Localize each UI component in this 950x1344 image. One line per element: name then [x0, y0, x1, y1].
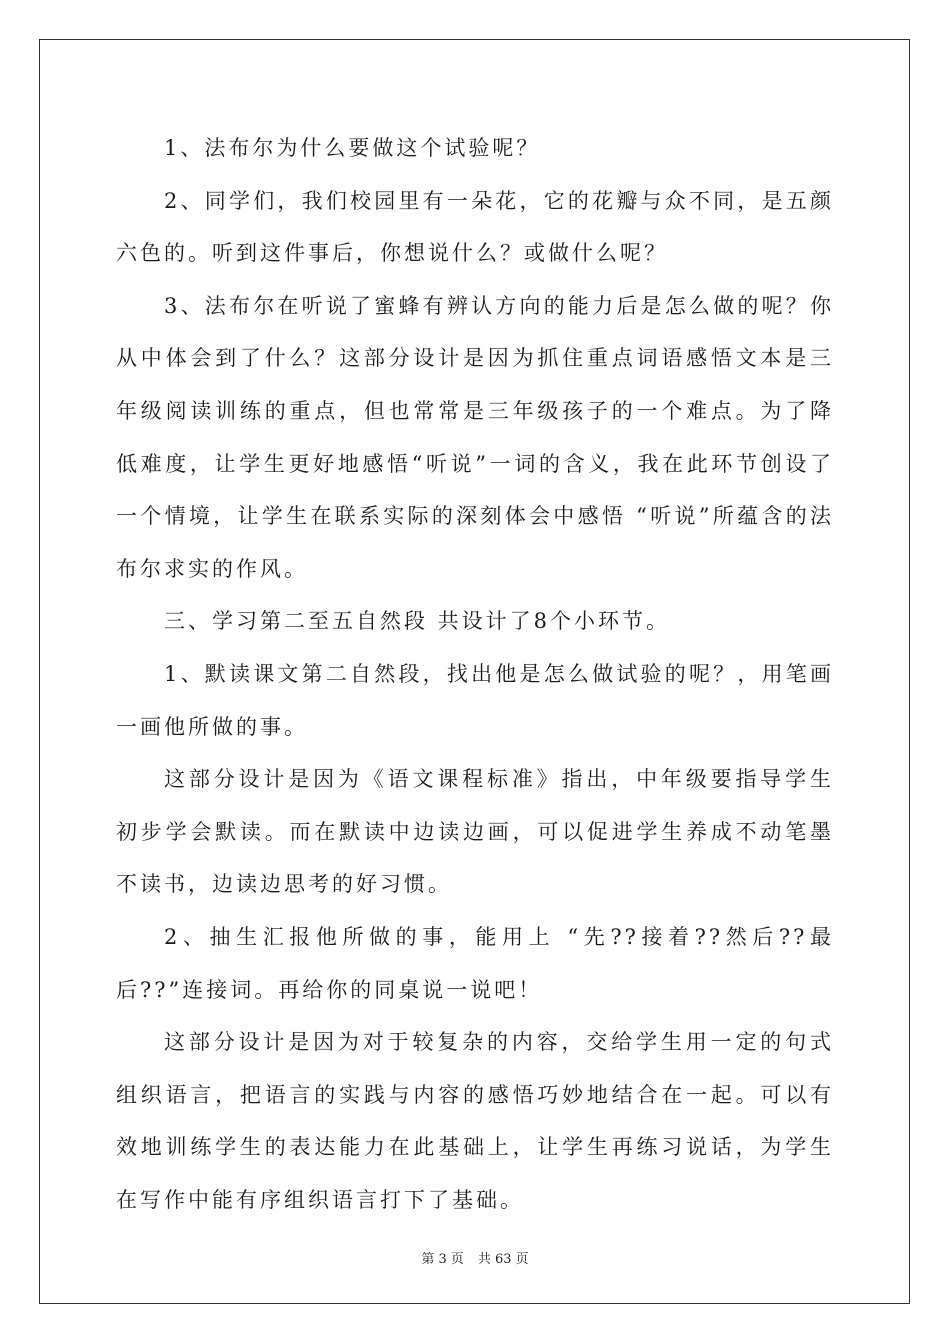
paragraph-section-three-heading: 三、学习第二至五自然段 共设计了8个小环节。	[164, 609, 671, 634]
paragraph-step-2-rationale: 这部分设计是因为对于较复杂的内容，交给学生用一定的句式组织语言，把语言的实践与内容的感悟巧妙地结合在一起。可以有效地训练学生的表达能力在此基础上，让学生再练习说话，为学生在写作中能有序组织语言打下了基础。	[116, 1030, 834, 1212]
page-footer	[0, 1248, 950, 1267]
page-number: 第 3 页	[421, 1252, 464, 1267]
document-body	[116, 122, 834, 1226]
paragraph-step-2: 2、抽生汇报他所做的事，能用上 “先??接着??然后??最后??”连接词。再给你的同桌说一说吧！	[116, 924, 834, 1002]
paragraph-step-1-rationale: 这部分设计是因为《语文课程标准》指出，中年级要指导学生初步学会默读。而在默读中边读边画，可以促进学生养成不动笔墨不读书，边读边思考的好习惯。	[116, 767, 834, 897]
paragraph-question-1: 1、法布尔为什么要做这个试验呢？	[164, 136, 541, 160]
page-total: 共 63 页	[477, 1252, 529, 1267]
paragraph-step-1: 1、默读课文第二自然段，找出他是怎么做试验的呢？，用笔画一画他所做的事。	[116, 661, 834, 739]
paragraph-question-2: 2、同学们，我们校园里有一朵花，它的花瓣与众不同，是五颜六色的。听到这件事后，你想说什么？或做什么呢？	[116, 188, 834, 266]
paragraph-question-3: 3、法布尔在听说了蜜蜂有辨认方向的能力后是怎么做的呢？你从中体会到了什么？这部分设计是因为抓住重点词语感悟文本是三年级阅读训练的重点，但也常常是三年级孩子的一个难点。为了降低难度，让学生更好地感悟“听说”一词的含义，我在此环节创设了一个情境，让学生在联系实际的深刻体会中感悟 “听说”所蕴含的法布尔求实的作风。	[116, 293, 834, 581]
